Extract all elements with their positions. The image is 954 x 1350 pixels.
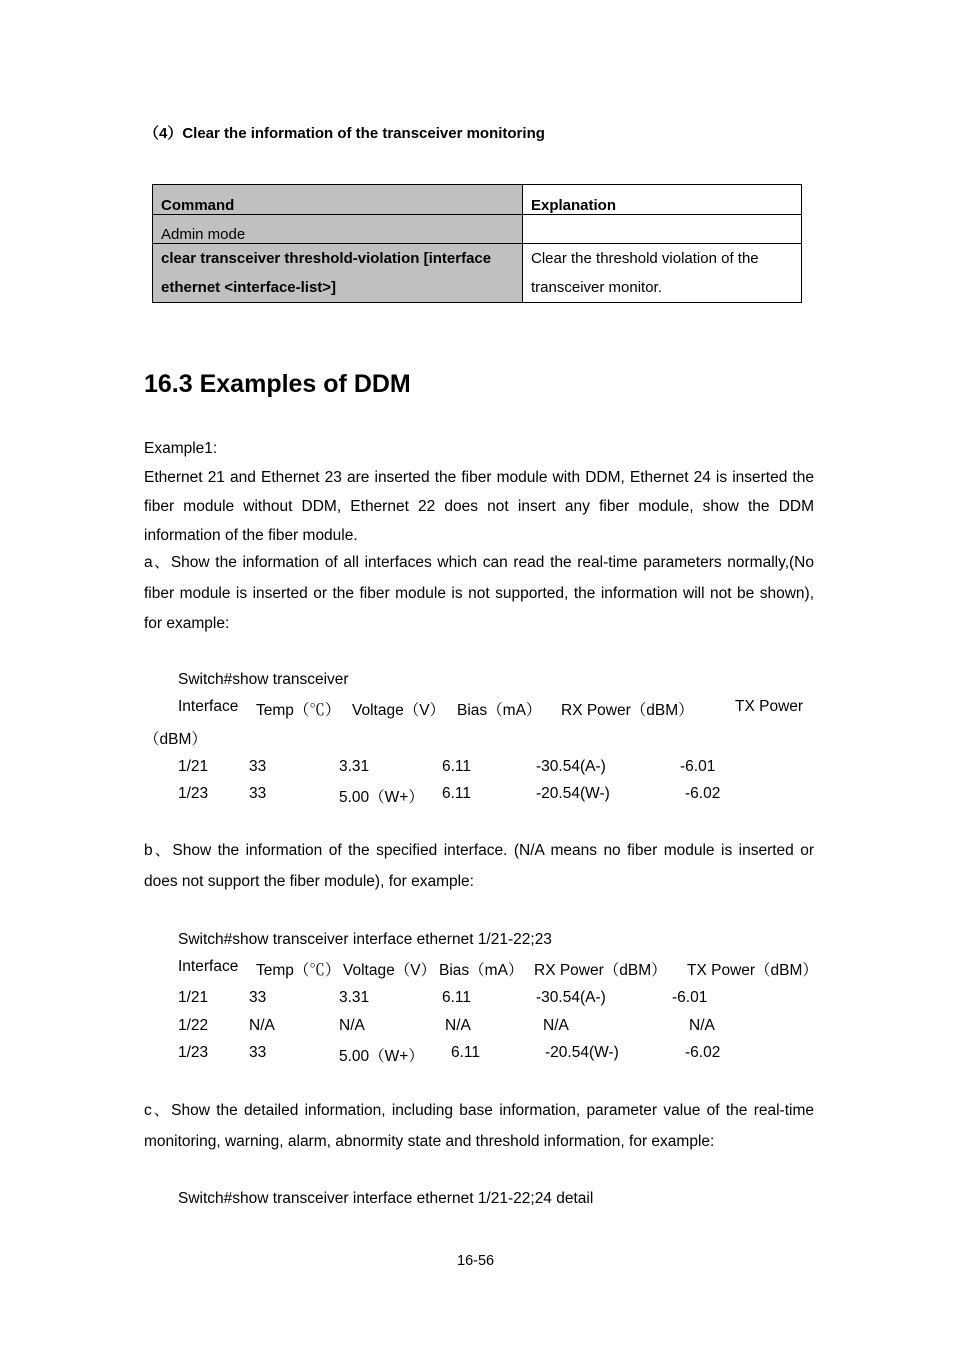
explanation-cell xyxy=(523,244,802,303)
cell-tx: -6.01 xyxy=(680,758,716,775)
page-number: 16-56 xyxy=(457,1253,495,1269)
cell-tx: -6.01 xyxy=(672,989,708,1006)
cell-tx: N/A xyxy=(689,1017,715,1034)
cli-b-col-voltage: Voltage（V） xyxy=(343,962,437,979)
cli-a-col-bias: Bias（mA） xyxy=(457,702,542,719)
cell-voltage: N/A xyxy=(339,1017,365,1034)
mode-cell: Admin mode xyxy=(153,215,523,244)
cell-temp: 33 xyxy=(249,758,267,775)
cli-b-col-interface: Interface xyxy=(178,958,239,975)
cell-temp: 33 xyxy=(249,785,267,802)
cell-voltage: 5.00（W+） xyxy=(339,789,424,806)
cell-voltage: 3.31 xyxy=(339,989,370,1006)
cli-b-col-tx: TX Power（dBM） xyxy=(687,962,818,979)
command-line-2: ethernet <interface-list>] xyxy=(161,279,337,296)
command-table xyxy=(152,184,802,303)
cell-rx: -30.54(A-) xyxy=(536,989,606,1006)
cell-tx: -6.02 xyxy=(685,1044,721,1061)
cell-bias: N/A xyxy=(445,1017,471,1034)
cli-a-col-rx: RX Power（dBM） xyxy=(561,702,694,719)
section-title: 16.3 Examples of DDM xyxy=(144,370,411,398)
cell-rx: -20.54(W-) xyxy=(545,1044,619,1061)
example-label: Example1: xyxy=(144,440,218,457)
table-row xyxy=(153,244,802,303)
step-c: c、Show the detailed information, including base information, parameter value of the real-time monitoring, warning, alarm, abnormity state and threshold information, for example: xyxy=(144,1102,814,1150)
cell-temp: 33 xyxy=(249,989,267,1006)
cell-voltage: 3.31 xyxy=(339,758,370,775)
cell-tx: -6.02 xyxy=(685,785,721,802)
cell-temp: N/A xyxy=(249,1017,275,1034)
intro-paragraph: Ethernet 21 and Ethernet 23 are inserted the fiber module with DDM, Ethernet 24 is inserted the fiber module without DDM, Ethernet 22 does not insert any fiber module, show the DDM information of the fiber module. xyxy=(144,469,814,544)
table-header-row xyxy=(153,185,802,215)
cell-interface: 1/21 xyxy=(178,758,209,775)
cell-bias: 6.11 xyxy=(442,758,472,775)
cell-voltage: 5.00（W+） xyxy=(339,1048,424,1065)
cell-temp: 33 xyxy=(249,1044,267,1061)
explanation-line-1: Clear the threshold violation of the xyxy=(531,250,759,267)
cell-interface: 1/23 xyxy=(178,785,209,802)
cli-b-col-bias: Bias（mA） xyxy=(439,962,524,979)
cell-bias: 6.11 xyxy=(442,989,472,1006)
step-b: b、Show the information of the specified interface. (N/A means no fiber module is inserted or does not support the fiber module), for example: xyxy=(144,842,814,890)
cli-a-col-voltage: Voltage（V） xyxy=(352,702,446,719)
cell-rx: -30.54(A-) xyxy=(536,758,606,775)
cli-b-col-rx: RX Power（dBM） xyxy=(534,962,667,979)
command-line-1: clear transceiver threshold-violation [interface xyxy=(161,250,492,267)
cli-a-col-interface: Interface xyxy=(178,698,239,715)
header-command: Command xyxy=(153,185,523,215)
cli-a-col-tx-unit: （dBM） xyxy=(144,731,207,748)
mode-explanation-cell xyxy=(523,215,802,244)
cell-rx: -20.54(W-) xyxy=(536,785,610,802)
table-row xyxy=(153,215,802,244)
cli-b-col-temp: Temp（℃） xyxy=(256,962,341,979)
step-a: a、Show the information of all interfaces which can read the real-time parameters normally,(No fiber module is inserted or the fiber module is not supported, the information will not be shown), for example: xyxy=(144,554,814,632)
cell-bias: 6.11 xyxy=(442,785,472,802)
cell-interface: 1/23 xyxy=(178,1044,209,1061)
cell-rx: N/A xyxy=(543,1017,569,1034)
cli-a-col-temp: Temp（℃） xyxy=(256,702,341,719)
cli-c-command: Switch#show transceiver interface ethernet 1/21-22;24 detail xyxy=(178,1190,594,1207)
cli-a-col-tx: TX Power xyxy=(735,698,804,715)
cell-interface: 1/22 xyxy=(178,1017,209,1034)
command-cell xyxy=(153,244,523,303)
header-explanation: Explanation xyxy=(523,185,802,215)
cell-bias: 6.11 xyxy=(451,1044,481,1061)
explanation-line-2: transceiver monitor. xyxy=(531,279,662,296)
cli-a-command: Switch#show transceiver xyxy=(178,671,349,688)
subheading: （4）Clear the information of the transceiver monitoring xyxy=(144,125,545,142)
cell-interface: 1/21 xyxy=(178,989,209,1006)
cli-b-command: Switch#show transceiver interface ethernet 1/21-22;23 xyxy=(178,931,552,948)
